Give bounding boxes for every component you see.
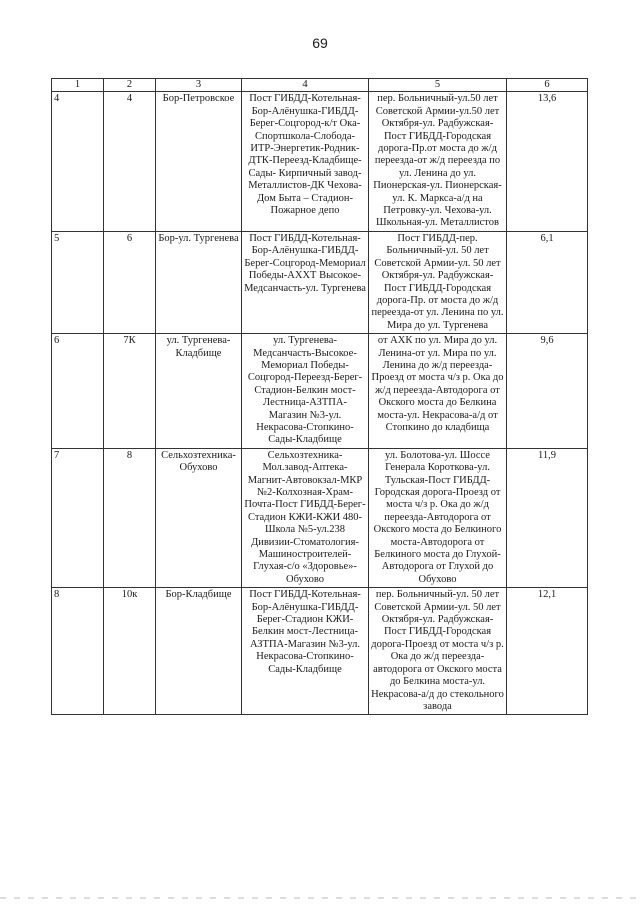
page-number: 69 <box>312 35 328 51</box>
table-row <box>52 334 588 449</box>
column-header: 1 <box>52 79 104 92</box>
row-index-cell: 8 <box>52 588 104 715</box>
route-number-cell: 4 <box>104 92 156 231</box>
streets-cell: Пост ГИБДД-пер. Больничный-ул. 50 лет Советской Армии-ул. 50 лет Октября-ул. Радбужская-Пост ГИБДД-Городская дорога-Пр. от моста до ж/д переезда-от ул. Ленина по ул. Мира до ул. Тургенева <box>369 231 507 333</box>
route-number-cell: 6 <box>104 231 156 333</box>
route-number-cell: 7К <box>104 334 156 449</box>
column-header: 2 <box>104 79 156 92</box>
streets-cell: пер. Больничный-ул. 50 лет Советской Армии-ул. 50 лет Октября-ул. Радбужская-Пост ГИБДД-Городская дорога-Проезд от моста ч/з р. Ока до ж/д переезда-автодорога от Окского моста до Белкина моста-ул. Некрасова-а/д до стекольного завода <box>369 588 507 715</box>
streets-cell: пер. Больничный-ул.50 лет Советской Армии-ул.50 лет Октября-ул. Радбужская-Пост ГИБДД-Городская дорога-Пр.от моста до ж/д переезда-от ж/д переезда по ул. Ленина до ул. Пионерская-ул. Пионерская-ул. К. Маркса-а/д на Петровку-ул. Чехова-ул. Школьная-ул. Металлистов <box>369 92 507 231</box>
table-row <box>52 231 588 333</box>
route-name-cell: Сельхозтехника-Обухово <box>156 448 242 587</box>
column-header: 4 <box>242 79 369 92</box>
stops-cell: Пост ГИБДД-Котельная-Бор-Алёнушка-ГИБДД-Берег-Стадион КЖИ-Белкин мост-Лестница-АЗТПА-Магазин №3-ул. Некрасова-Стопкино-Сады-Кладбище <box>242 588 369 715</box>
table-row <box>52 588 588 715</box>
column-header: 3 <box>156 79 242 92</box>
table-row <box>52 92 588 231</box>
stops-cell: Пост ГИБДД-Котельная-Бор-Алёнушка-ГИБДД-Берег-Соцгород-к/т Ока-Спортшкола-Слобода-ИТР-Энергетик-Родник-ДТК-Переезд-Кладбище-Сады- Кирпичный завод-Металлистов-ДК Чехова-Дом Быта – Стадион-Пожарное депо <box>242 92 369 231</box>
row-index-cell: 7 <box>52 448 104 587</box>
length-cell: 12,1 <box>507 588 588 715</box>
route-name-cell: ул. Тургенева-Кладбище <box>156 334 242 449</box>
route-number-cell: 10к <box>104 588 156 715</box>
table-header-row <box>52 79 588 92</box>
route-name-cell: Бор-ул. Тургенева <box>156 231 242 333</box>
length-cell: 9,6 <box>507 334 588 449</box>
streets-cell: от АХК по ул. Мира до ул. Ленина-от ул. Мира по ул. Ленина до ж/д переезда-Проезд от моста ч/з р. Ока до ж/д переезда-Автодорога от Окского моста до Белкина моста-ул. Некрасова-а/д от Стопкино до кладбища <box>369 334 507 449</box>
route-name-cell: Бор-Петровское <box>156 92 242 231</box>
row-index-cell: 4 <box>52 92 104 231</box>
table-row <box>52 448 588 587</box>
stops-cell: ул. Тургенева-Медсанчасть-Высокое-Мемориал Победы-Соцгород-Переезд-Берег-Стадион-Белкин мост-Лестница-АЗТПА-Магазин №3-ул. Некрасова-Стопкино-Сады-Кладбище <box>242 334 369 449</box>
streets-cell: ул. Болотова-ул. Шоссе Генерала Короткова-ул. Тульская-Пост ГИБДД-Городская дорога-Проезд от моста ч/з р. Ока до ж/д переезда-Автодорога от Окского моста до Белкиного моста-Автодорога от Белкиного моста до Глухой-Автодорога от Глухой до Обухово <box>369 448 507 587</box>
length-cell: 11,9 <box>507 448 588 587</box>
column-header: 6 <box>507 79 588 92</box>
length-cell: 13,6 <box>507 92 588 231</box>
routes-table <box>51 78 588 715</box>
route-number-cell: 8 <box>104 448 156 587</box>
row-index-cell: 6 <box>52 334 104 449</box>
length-cell: 6,1 <box>507 231 588 333</box>
route-name-cell: Бор-Кладбище <box>156 588 242 715</box>
scan-artifact-line <box>0 897 640 899</box>
stops-cell: Сельхозтехника-Мол.завод-Аптека-Магнит-Автовокзал-МКР №2-Колхозная-Храм-Почта-Пост ГИБДД-Берег-Стадион КЖИ-КЖИ 480-Школа №5-ул.238 Дивизии-Стоматология-Машиностроителей-Глухая-с/о «Здоровье»-Обухово <box>242 448 369 587</box>
row-index-cell: 5 <box>52 231 104 333</box>
stops-cell: Пост ГИБДД-Котельная-Бор-Алёнушка-ГИБДД-Берег-Соцгород-Мемориал Победы-АХХТ Высокое-Медсанчасть-ул. Тургенева <box>242 231 369 333</box>
column-header: 5 <box>369 79 507 92</box>
